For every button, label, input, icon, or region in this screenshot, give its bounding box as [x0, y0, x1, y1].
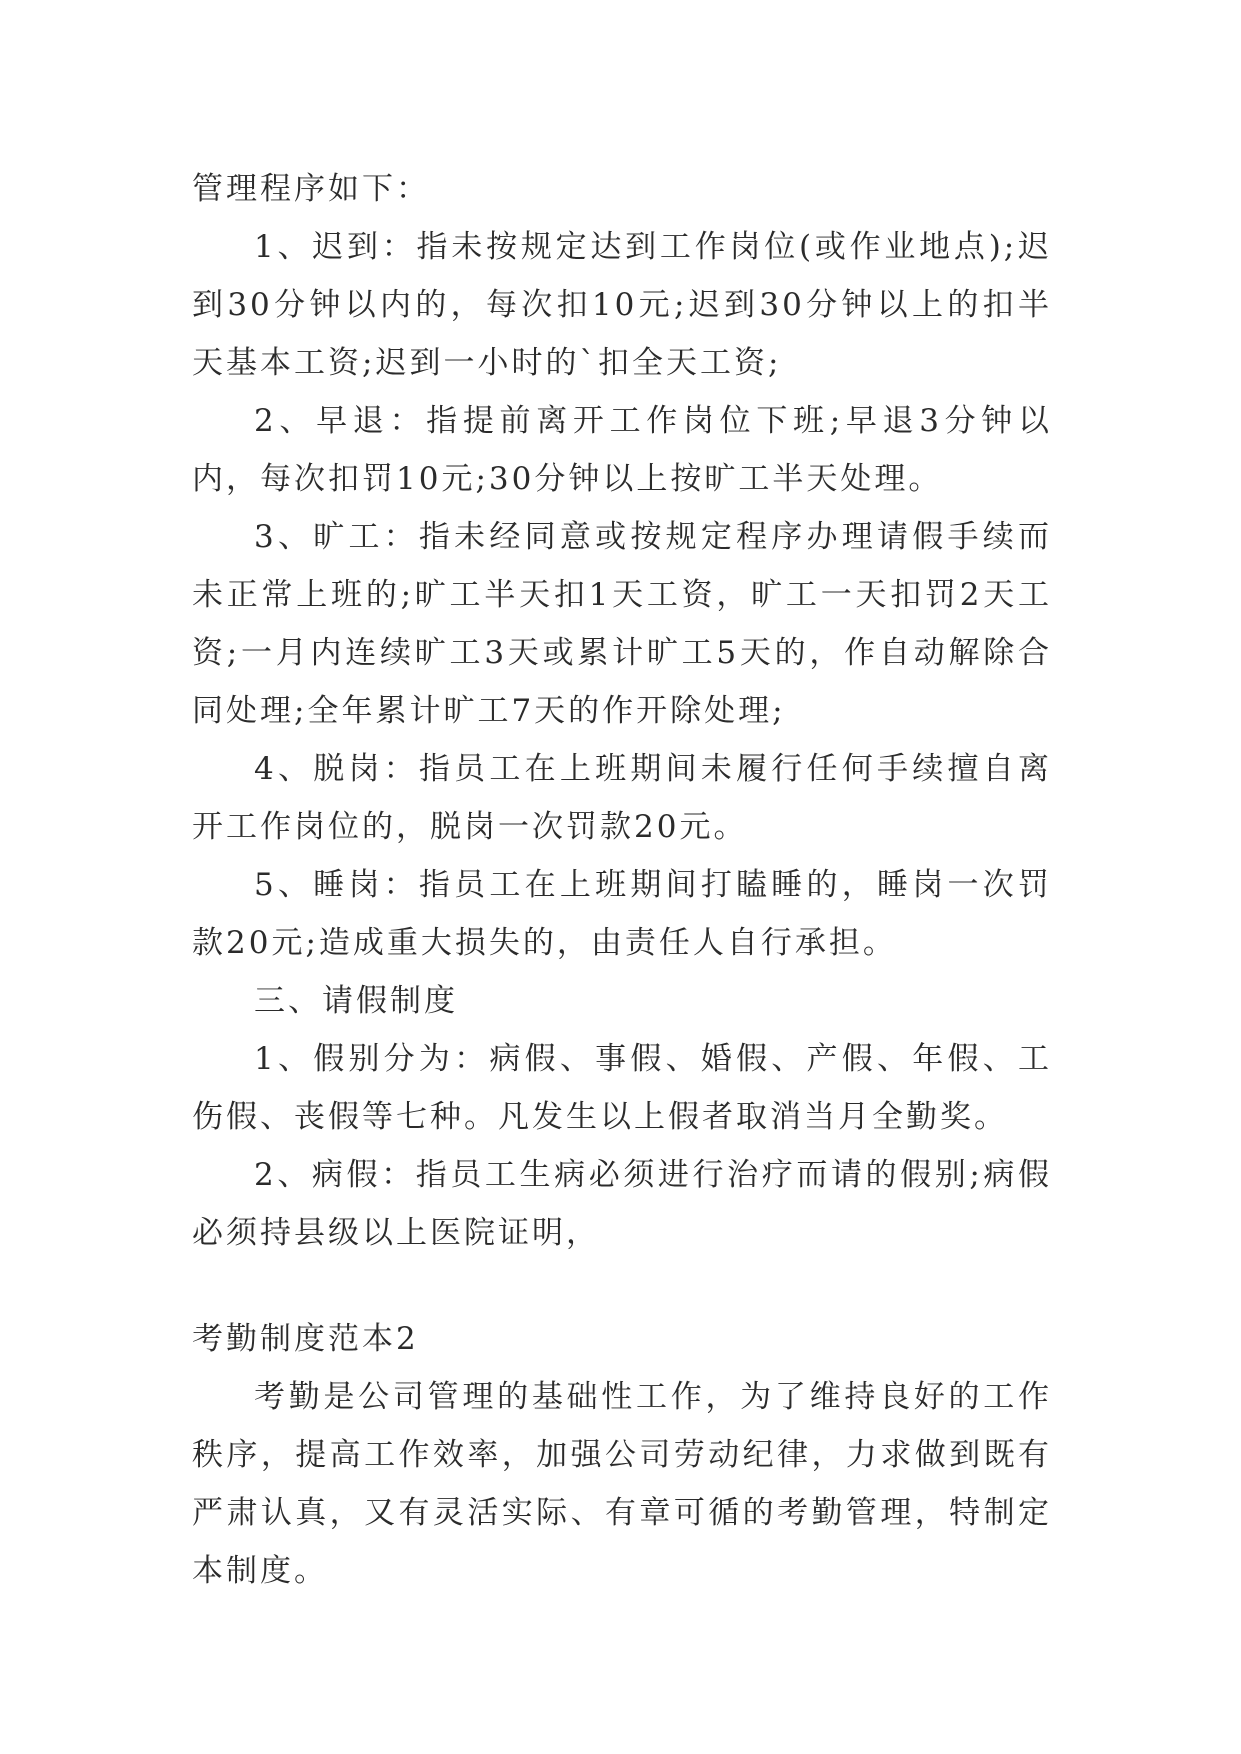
attendance-template-2-section: [192, 1310, 1052, 1600]
leave-policy-heading: 三、请假制度: [254, 983, 458, 1019]
rule-leaving-post: 4、脱岗：指员工在上班期间未履行任何手续擅自离开工作岗位的，脱岗一次罚款20元。: [192, 751, 1052, 845]
rule-late: 1、迟到：指未按规定达到工作岗位(或作业地点);迟到30分钟以内的，每次扣10元;迟到30分钟以上的扣半天基本工资;迟到一小时的`扣全天工资;: [192, 229, 1052, 381]
sick-leave: 2、病假：指员工生病必须进行治疗而请的假别;病假必须持县级以上医院证明，: [192, 1157, 1052, 1251]
section-paragraph: 考勤是公司管理的基础性工作，为了维持良好的工作秩序，提高工作效率，加强公司劳动纪律，力求做到既有严肃认真，又有灵活实际、有章可循的考勤管理，特制定本制度。: [192, 1379, 1052, 1589]
section-title: 考勤制度范本2: [192, 1321, 419, 1357]
rule-absence: 3、旷工：指未经同意或按规定程序办理请假手续而未正常上班的;旷工半天扣1天工资，旷工一天扣罚2天工资;一月内连续旷工3天或累计旷工5天的，作自动解除合同处理;全年累计旷工7天的作开除处理;: [192, 519, 1052, 729]
leave-types: 1、假别分为：病假、事假、婚假、产假、年假、工伤假、丧假等七种。凡发生以上假者取消当月全勤奖。: [192, 1041, 1052, 1135]
procedure-intro: 管理程序如下：: [192, 171, 430, 207]
attendance-rules-section: [192, 160, 1052, 1262]
rule-early-leave: 2、早退：指提前离开工作岗位下班;早退3分钟以内，每次扣罚10元;30分钟以上按旷工半天处理。: [192, 403, 1052, 497]
rule-sleeping-on-duty: 5、睡岗：指员工在上班期间打瞌睡的，睡岗一次罚款20元;造成重大损失的，由责任人自行承担。: [192, 867, 1052, 961]
